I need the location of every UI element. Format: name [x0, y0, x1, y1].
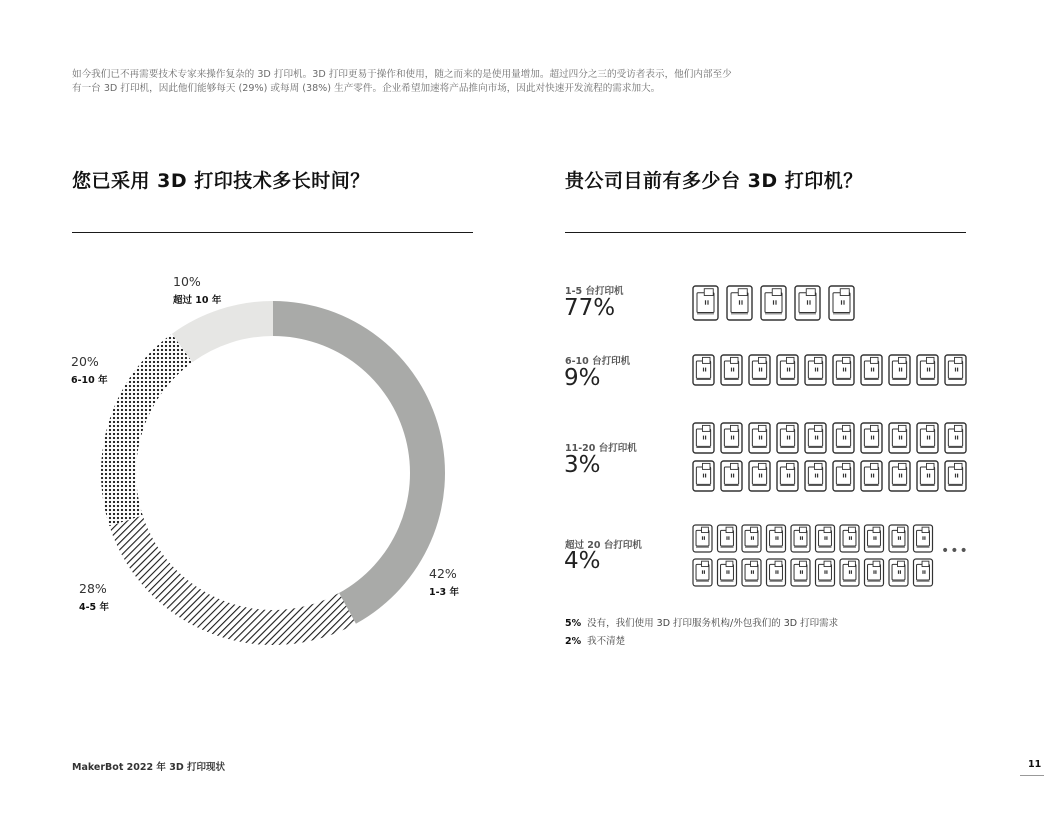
note-unknown: [565, 633, 625, 647]
printer-icon: [829, 286, 854, 320]
intro-line-1: 如今我们已不再需要技术专家来操作复杂的 3D 打印机。3D 打印更易于操作和使用，随之而来的是使用量增加。超过四分之三的受访者表示，他们内部至少: [72, 69, 732, 80]
printer-icon: [914, 525, 933, 552]
printer-icon: [945, 461, 966, 491]
printer-icon: [777, 355, 798, 385]
intro-line-2: 有一台 3D 打印机，因此他们能够每天 (29%) 或每周 (38%) 生产零件。企业希望加速将产品推向市场，因此对快速开发流程的需求加大。: [72, 83, 661, 94]
printer-icon: [727, 286, 752, 320]
printer-icon: [816, 559, 835, 586]
donut-slice-1: [273, 301, 445, 624]
printer-icon: [693, 525, 712, 552]
printer-icon: [805, 461, 826, 491]
printer-icon: [861, 355, 882, 385]
printer-icon: [865, 525, 884, 552]
category-label-over-20: 超过 20 台打印机: [565, 540, 642, 551]
printer-icon: [865, 559, 884, 586]
printer-icon: [917, 355, 938, 385]
printer-icon: [721, 423, 742, 453]
printer-icon: [889, 355, 910, 385]
category-pct-6-10: 9%: [564, 365, 601, 391]
printer-icon: [721, 355, 742, 385]
printer-icon: [791, 525, 810, 552]
note-unknown-text: 我不清楚: [587, 636, 626, 647]
right-section-title: 贵公司目前有多少台 3D 打印机？: [565, 170, 863, 192]
printer-icon: [777, 461, 798, 491]
label-6-10-pct: 20%: [71, 354, 99, 369]
category-pct-11-20: 3%: [564, 452, 601, 478]
left-title-rule: [72, 232, 473, 233]
note-unknown-pct: 2%: [565, 636, 582, 647]
printer-icon: [718, 525, 737, 552]
printer-icon: [718, 559, 737, 586]
printer-icon: [693, 286, 718, 320]
printer-icon: [805, 423, 826, 453]
printer-icon: [889, 525, 908, 552]
donut-slice-2: [109, 515, 355, 645]
intro-paragraph: [72, 68, 812, 96]
note-none-pct: 5%: [565, 618, 582, 629]
printer-icon: [693, 355, 714, 385]
printer-icon: [833, 423, 854, 453]
label-over-10-years: [173, 274, 221, 306]
left-section-title: 您已采用 3D 打印技术多长时间？: [72, 170, 370, 192]
printer-icon: [693, 559, 712, 586]
right-title-rule: [565, 232, 966, 233]
printer-icon: [767, 559, 786, 586]
printer-icon: [749, 461, 770, 491]
printer-icon: [917, 423, 938, 453]
printer-icon: [945, 423, 966, 453]
category-pct-1-5: 77%: [564, 295, 616, 321]
printer-icon: [914, 559, 933, 586]
printer-icon: [945, 355, 966, 385]
label-over-10-years-text: 超过 10 年: [173, 295, 222, 306]
label-6-10-years-text: 6-10 年: [71, 375, 108, 386]
printer-icon: [816, 525, 835, 552]
category-label-11-20: 11-20 台打印机: [565, 443, 637, 454]
printer-icon: [749, 355, 770, 385]
printer-icon: [795, 286, 820, 320]
note-none-text: 没有，我们使用 3D 打印服务机构/外包我们的 3D 打印需求: [587, 618, 839, 629]
printer-icon: [761, 286, 786, 320]
label-over-10-pct: 10%: [173, 274, 201, 289]
category-label-6-10: 6-10 台打印机: [565, 356, 631, 367]
printer-icon: [767, 525, 786, 552]
printer-icon: [693, 461, 714, 491]
printer-icon: [693, 423, 714, 453]
printer-icon: [749, 423, 770, 453]
label-4-5-years: [79, 581, 109, 613]
label-1-3-years-text: 1-3 年: [429, 587, 459, 598]
more-printers-ellipsis: •••: [941, 543, 969, 559]
label-4-5-years-text: 4-5 年: [79, 602, 109, 613]
category-pct-over-20: 4%: [564, 548, 601, 574]
printer-icon: [861, 423, 882, 453]
printer-icon-grid: [690, 280, 970, 590]
printer-icon: [833, 461, 854, 491]
printer-icon: [742, 559, 761, 586]
printer-icon: [889, 559, 908, 586]
label-1-3-pct: 42%: [429, 566, 457, 581]
category-label-1-5: 1-5 台打印机: [565, 286, 624, 297]
note-none: [565, 615, 838, 629]
printer-icon: [721, 461, 742, 491]
printer-icon: [840, 559, 859, 586]
printer-icon: [840, 525, 859, 552]
printer-icon: [805, 355, 826, 385]
printer-icon: [833, 355, 854, 385]
footer-title: MakerBot 2022 年 3D 打印现状: [72, 762, 226, 773]
label-4-5-pct: 28%: [79, 581, 107, 596]
label-1-3-years: [429, 566, 459, 598]
donut-slice-4: [172, 301, 273, 362]
printer-icon: [742, 525, 761, 552]
label-6-10-years: [71, 354, 108, 386]
page-number: 11: [1028, 759, 1042, 770]
page-number-rule: [1020, 775, 1044, 776]
printer-icon: [777, 423, 798, 453]
printer-icon: [861, 461, 882, 491]
printer-icon: [791, 559, 810, 586]
donut-chart: [100, 300, 446, 646]
printer-icon: [917, 461, 938, 491]
donut-slice-3: [101, 334, 192, 526]
printer-icon: [889, 461, 910, 491]
printer-icon: [889, 423, 910, 453]
